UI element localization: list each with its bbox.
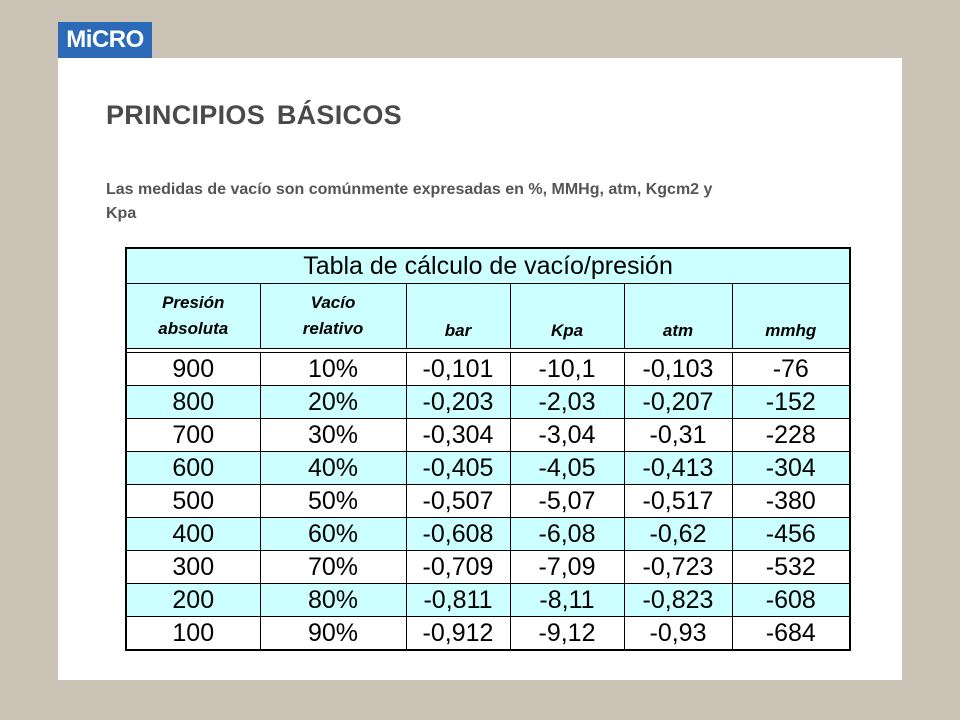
table-cell: -9,12 [510, 617, 624, 651]
table-cell: -152 [732, 386, 850, 419]
slide-content [58, 58, 902, 680]
header-line2: relativo [302, 319, 364, 338]
table-cell: -5,07 [510, 485, 624, 518]
table-row [126, 584, 850, 617]
table-cell: 10% [260, 353, 406, 386]
header-mmhg [732, 284, 850, 349]
table-cell: 60% [260, 518, 406, 551]
header-line2: absoluta [158, 319, 229, 338]
table-cell: -684 [732, 617, 850, 651]
header-vacio-relativo [260, 284, 406, 349]
table-row [126, 485, 850, 518]
table-header-row [126, 284, 850, 349]
header-kpa [510, 284, 624, 349]
table-cell: -0,31 [624, 419, 732, 452]
table-cell: 70% [260, 551, 406, 584]
table-cell: -304 [732, 452, 850, 485]
table-cell: -608 [732, 584, 850, 617]
table-cell: -0,517 [624, 485, 732, 518]
table-cell: 40% [260, 452, 406, 485]
table-cell: -0,101 [406, 353, 510, 386]
table-cell: -0,709 [406, 551, 510, 584]
header-line1: Presión [162, 293, 225, 312]
table-cell: 100 [126, 617, 260, 651]
header-line2: Kpa [550, 321, 584, 340]
table-row [126, 617, 850, 651]
table-cell: -532 [732, 551, 850, 584]
table-cell: -0,207 [624, 386, 732, 419]
table-cell: 500 [126, 485, 260, 518]
table-cell: -0,608 [406, 518, 510, 551]
table-cell: -4,05 [510, 452, 624, 485]
table-cell: -0,93 [624, 617, 732, 651]
table-cell: -76 [732, 353, 850, 386]
header-presion-absoluta [126, 284, 260, 349]
table-cell: -6,08 [510, 518, 624, 551]
table-cell: 700 [126, 419, 260, 452]
table-title: Tabla de cálculo de vacío/presión [126, 248, 850, 284]
table-cell: 400 [126, 518, 260, 551]
table-row [126, 518, 850, 551]
micro-logo: MiCRO [58, 22, 152, 58]
table-cell: -0,823 [624, 584, 732, 617]
table-cell: -10,1 [510, 353, 624, 386]
header-line2: atm [662, 321, 694, 340]
table-cell: -380 [732, 485, 850, 518]
table-cell: 300 [126, 551, 260, 584]
table-cell: -3,04 [510, 419, 624, 452]
vacuum-pressure-table [125, 247, 851, 651]
header-bar [406, 284, 510, 349]
table-title-row [126, 248, 850, 284]
table-cell: 800 [126, 386, 260, 419]
table-row [126, 452, 850, 485]
table-cell: -0,413 [624, 452, 732, 485]
table-cell: -0,811 [406, 584, 510, 617]
table-cell: -0,103 [624, 353, 732, 386]
table-cell: 200 [126, 584, 260, 617]
table-cell: -2,03 [510, 386, 624, 419]
table-cell: -0,62 [624, 518, 732, 551]
table-cell: 30% [260, 419, 406, 452]
table-cell: 600 [126, 452, 260, 485]
header-line1: Vacío [310, 293, 356, 312]
table-cell: -0,723 [624, 551, 732, 584]
table-cell: -228 [732, 419, 850, 452]
subtitle: Las medidas de vacío son comúnmente expresadas en %, MMHg, atm, Kgcm2 y Kpa [106, 181, 713, 222]
table-cell: -8,11 [510, 584, 624, 617]
header-atm [624, 284, 732, 349]
table-cell: -0,507 [406, 485, 510, 518]
table-row [126, 353, 850, 386]
table-cell: 20% [260, 386, 406, 419]
table-row [126, 386, 850, 419]
table-cell: 900 [126, 353, 260, 386]
table-cell: -0,912 [406, 617, 510, 651]
table-row [126, 419, 850, 452]
table-cell: -0,304 [406, 419, 510, 452]
table-cell: -456 [732, 518, 850, 551]
table-row [126, 551, 850, 584]
table-cell: -0,405 [406, 452, 510, 485]
header-line2: bar [444, 321, 472, 340]
table-cell: -0,203 [406, 386, 510, 419]
table-cell: -7,09 [510, 551, 624, 584]
table-cell: 90% [260, 617, 406, 651]
table-cell: 50% [260, 485, 406, 518]
table-cell: 80% [260, 584, 406, 617]
page-title: PRINCIPIOS BÁSICOS [106, 100, 402, 130]
header-line2: mmhg [765, 321, 817, 340]
